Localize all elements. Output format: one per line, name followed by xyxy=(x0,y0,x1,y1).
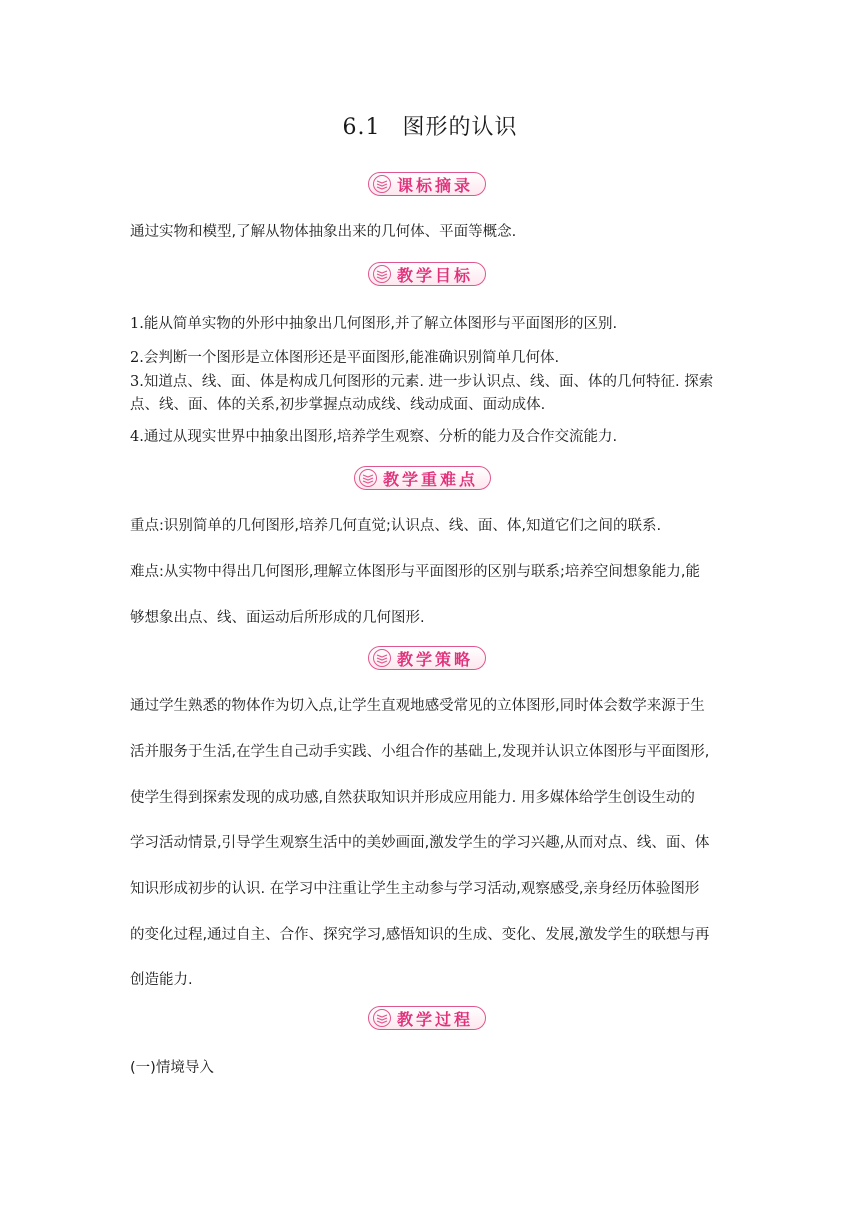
book-icon xyxy=(373,1009,391,1027)
section-label: 教学策略 xyxy=(397,649,474,669)
goal-item: 2.会判断一个图形是立体图形还是平面图形,能准确识别简单几何体. xyxy=(130,350,560,366)
section-number: 6.1 xyxy=(342,115,381,140)
section-label: 教学重难点 xyxy=(383,469,479,489)
goal-item: 3.知道点、线、面、体是构成几何图形的元素. 进一步认识点、线、面、体的几何特征. 探索 xyxy=(130,374,714,390)
section-badge-strategy xyxy=(368,646,486,670)
strategy-line: 创造能力. xyxy=(130,972,193,988)
section-label: 教学目标 xyxy=(397,265,474,285)
section-badge-process xyxy=(368,1006,486,1030)
strategy-line: 的变化过程,通过自主、合作、探究学习,感悟知识的生成、变化、发展,激发学生的联想与再 xyxy=(130,927,710,943)
page-title xyxy=(0,110,860,141)
curriculum-text: 通过实物和模型,了解从物体抽象出来的几何体、平面等概念. xyxy=(130,224,517,240)
strategy-line: 通过学生熟悉的物体作为切入点,让学生直观地感受常见的立体图形,同时体会数学来源于生 xyxy=(130,698,705,714)
section-label: 教学过程 xyxy=(397,1009,474,1029)
keypoint-line: 难点:从实物中得出几何图形,理解立体图形与平面图形的区别与联系;培养空间想象能力,能 xyxy=(130,564,700,580)
strategy-line: 活并服务于生活,在学生自己动手实践、小组合作的基础上,发现并认识立体图形与平面图形, xyxy=(130,744,710,760)
section-badge-keypoints xyxy=(354,466,491,490)
section-label: 课标摘录 xyxy=(397,175,474,195)
book-icon xyxy=(373,649,391,667)
section-title: 图形的认识 xyxy=(402,115,518,140)
book-icon xyxy=(359,469,377,487)
section-badge-goals xyxy=(368,262,486,286)
book-icon xyxy=(373,175,391,193)
goal-item-continued: 点、线、面、体的关系,初步掌握点动成线、线动成面、面动成体. xyxy=(130,397,546,413)
strategy-line: 知识形成初步的认识. 在学习中注重让学生主动参与学习活动,观察感受,亲身经历体验图形 xyxy=(130,881,700,897)
strategy-line: 使学生得到探索发现的成功感,自然获取知识并形成应用能力. 用多媒体给学生创设生动的 xyxy=(130,790,695,806)
book-icon xyxy=(373,265,391,283)
goal-item: 1.能从简单实物的外形中抽象出几何图形,并了解立体图形与平面图形的区别. xyxy=(130,316,618,332)
section-badge-curriculum xyxy=(368,172,486,196)
keypoint-line: 够想象出点、线、面运动后所形成的几何图形. xyxy=(130,610,425,626)
strategy-line: 学习活动情景,引导学生观察生活中的美妙画面,激发学生的学习兴趣,从而对点、线、面、体 xyxy=(130,835,710,851)
keypoint-line: 重点:识别简单的几何图形,培养几何直觉;认识点、线、面、体,知道它们之间的联系. xyxy=(130,518,662,534)
goal-item: 4.通过从现实世界中抽象出图形,培养学生观察、分析的能力及合作交流能力. xyxy=(130,429,618,445)
process-step-heading: (一)情境导入 xyxy=(130,1060,214,1076)
